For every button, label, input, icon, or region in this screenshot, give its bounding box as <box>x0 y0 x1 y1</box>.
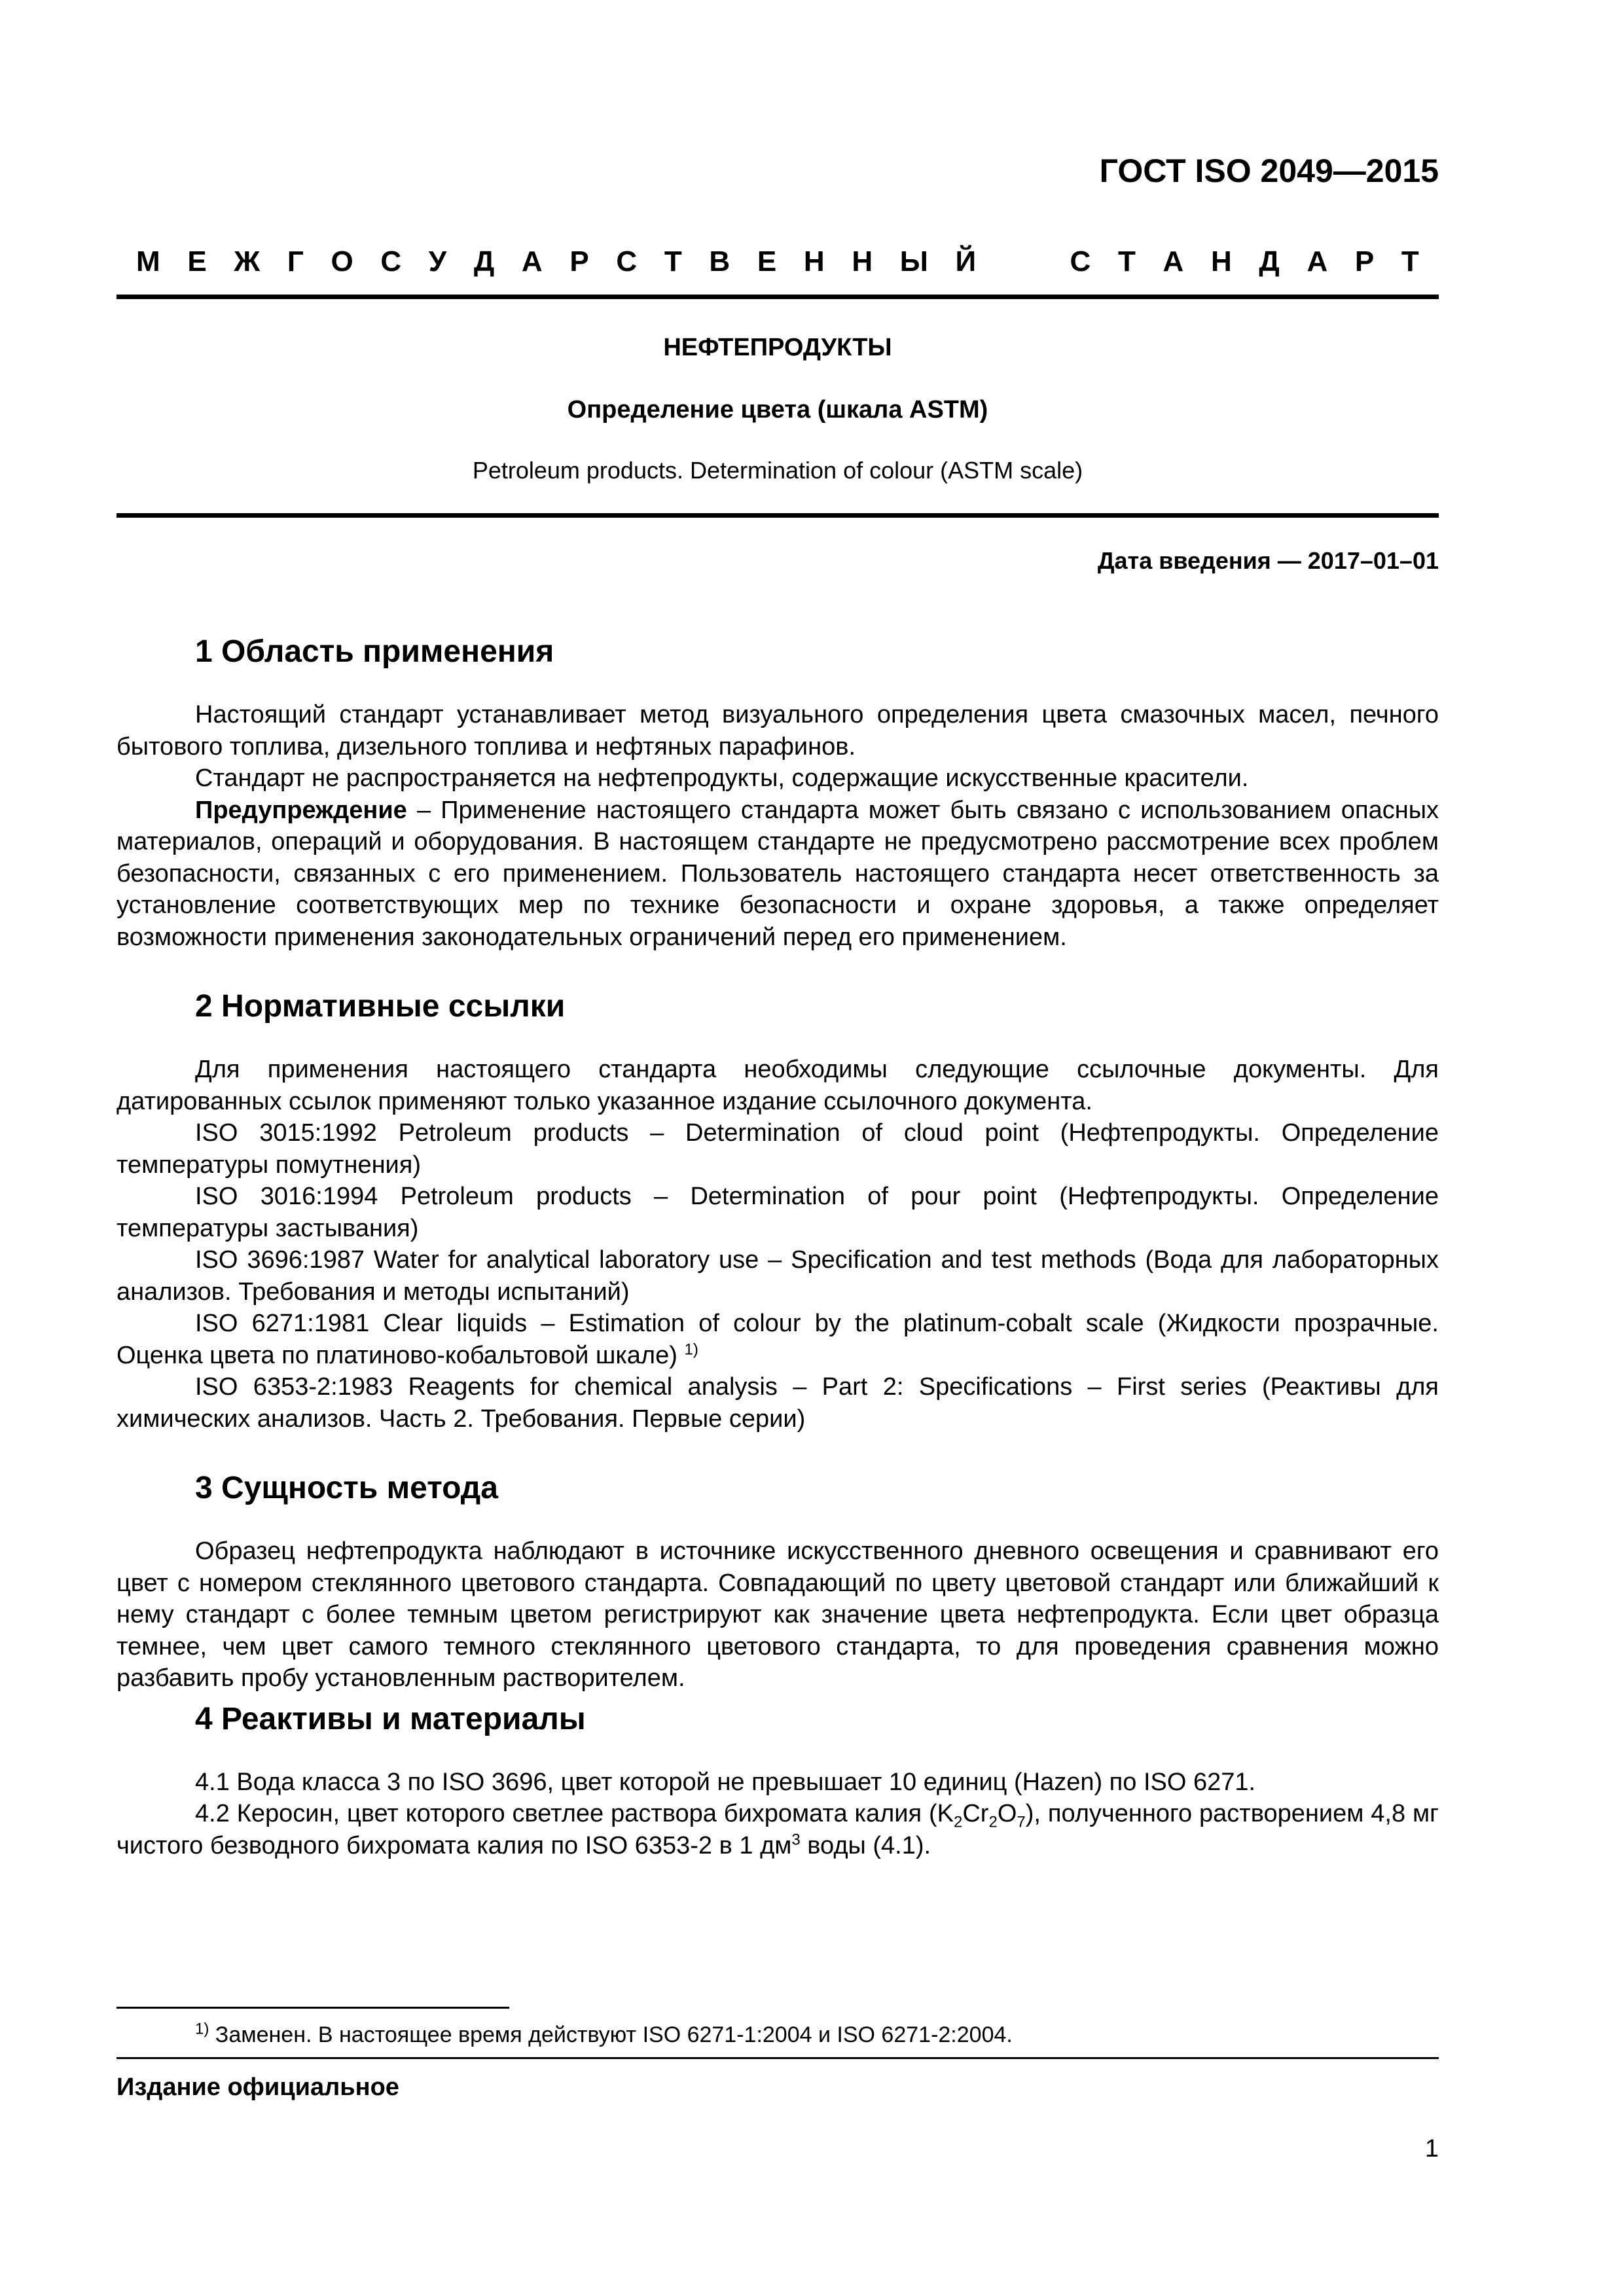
standard-kind-heading <box>136 245 1419 278</box>
letter: Е <box>187 245 207 278</box>
page-number: 1 <box>1424 2135 1439 2162</box>
reference-item: ISO 3696:1987 Water for analytical laboratory use – Specification and test methods (Вода для лабораторных анализов. Требования и методы испытаний) <box>117 1246 1439 1306</box>
letter: Т <box>1401 245 1419 278</box>
letter: О <box>331 245 353 278</box>
letter: Н <box>803 245 825 278</box>
document-title-english: Petroleum products. Determination of colour (ASTM scale) <box>472 457 1083 484</box>
document-body <box>117 628 1439 1861</box>
section-heading: 2 Нормативные ссылки <box>195 989 566 1024</box>
section-heading: 1 Область применения <box>195 634 554 669</box>
letter: М <box>136 245 160 278</box>
document-number: ГОСТ ISO 2049—2015 <box>1099 152 1439 189</box>
letter: Р <box>1354 245 1375 278</box>
letter: У <box>428 245 447 278</box>
letter: С <box>380 245 402 278</box>
letter: Е <box>757 245 777 278</box>
letter: С <box>1070 245 1091 278</box>
letter: Й <box>955 245 977 278</box>
footnote-reference: 1) <box>684 1340 698 1358</box>
paragraph: Образец нефтепродукта наблюдают в источнике искусственного дневного освещения и сравнивают его цвет с номером стеклянного цветового стандарта. Совпадающий по цвету цветовой стандарт или ближайший к нему стандарт с более темным цветом регистрируют как значение цвета нефтепродукта. Если цвет образца темнее, чем цвет самого темного стеклянного цветового стандарта, то для проведения сравнения можно разбавить пробу установленным растворителем. <box>117 1537 1439 1692</box>
letter: Ы <box>899 245 928 278</box>
text-run: воды (4.1). <box>800 1831 931 1859</box>
introduction-date: Дата введения — 2017–01–01 <box>1097 547 1439 574</box>
footnote-divider <box>117 2007 509 2009</box>
reference-text: ISO 6271:1981 Clear liquids – Estimation of colour by the platinum-cobalt scale (Жидкости прозрачные. Оценка цвета по платиново-кобальтовой шкале) <box>117 1310 1439 1369</box>
paragraph <box>117 1798 1439 1861</box>
document-page <box>117 0 1439 2296</box>
document-title: НЕФТЕПРОДУКТЫ <box>663 334 892 361</box>
letter: Г <box>287 245 304 278</box>
letter: С <box>616 245 638 278</box>
paragraph: Стандарт не распространяется на нефтепродукты, содержащие искусственные красители. <box>195 764 1249 792</box>
warning-text: – Применение настоящего стандарта может быть связано с использованием опасных материалов, операций и оборудования. В настоящем стандарте не предусмотрено рассмотрение всех проблем безопасности, связанных с его применением. Пользователь настоящего стандарта несет ответственность за установление соответствующих мер по технике безопасности и охране здоровья, а также определяет возможности применения законодательных ограничений перед его применением. <box>117 796 1439 951</box>
reference-item <box>117 1308 1439 1371</box>
letter: Н <box>1210 245 1232 278</box>
letter: Д <box>1259 245 1280 278</box>
warning-label: Предупреждение <box>195 796 407 824</box>
paragraph: Настоящий стандарт устанавливает метод визуального определения цвета смазочных масел, печного бытового топлива, дизельного топлива и нефтяных парафинов. <box>117 701 1439 761</box>
paragraph: Для применения настоящего стандарта необходимы следующие ссылочные документы. Для датированных ссылок применяют только указанное издание ссылочного документа. <box>117 1056 1439 1115</box>
letter: А <box>1307 245 1328 278</box>
letter: Д <box>473 245 495 278</box>
paragraph <box>117 795 1439 954</box>
reference-item: ISO 3016:1994 Petroleum products – Determination of pour point (Нефтепродукты. Определение температуры застывания) <box>117 1183 1439 1242</box>
bottom-divider <box>117 2057 1439 2059</box>
text-run: Cr <box>962 1800 989 1827</box>
letter: Ж <box>234 245 261 278</box>
section-heading: 3 Сущность метода <box>195 1471 498 1505</box>
paragraph: 4.1 Вода класса 3 по ISO 3696, цвет которой не превышает 10 единиц (Hazen) по ISO 6271. <box>195 1768 1256 1796</box>
superscript: 3 <box>791 1830 801 1848</box>
reference-item: ISO 3015:1992 Petroleum products – Determination of cloud point (Нефтепродукты. Определение температуры помутнения) <box>117 1119 1439 1179</box>
section-heading: 4 Реактивы и материалы <box>195 1701 586 1736</box>
reference-item: ISO 6353-2:1983 Reagents for chemical analysis – Part 2: Specifications – First series (Реактивы для химических анализов. Часть 2. Требования. Первые серии) <box>117 1373 1439 1433</box>
title-divider <box>117 513 1439 518</box>
letter: Н <box>852 245 873 278</box>
footnote <box>195 2022 1439 2048</box>
letter: А <box>1163 245 1184 278</box>
letter: Т <box>664 245 682 278</box>
top-divider <box>117 295 1439 299</box>
subscript: 2 <box>954 1813 963 1831</box>
subscript: 2 <box>988 1813 998 1831</box>
letter: Т <box>1117 245 1136 278</box>
edition-label: Издание официальное <box>117 2073 399 2101</box>
footnote-text: Заменен. В настоящее время действуют ISO 6271-1:2004 и ISO 6271-2:2004. <box>209 2022 1013 2047</box>
letter: В <box>709 245 731 278</box>
document-subtitle: Определение цвета (шкала ASTM) <box>567 396 988 423</box>
letter: Р <box>569 245 589 278</box>
text-run: O <box>997 1800 1017 1827</box>
word-gap <box>1003 245 1043 278</box>
letter: А <box>521 245 543 278</box>
text-run: ), полученного растворением 4,8 мг чистого безводного бихромата калия по ISO 6353-2 в 1 дм <box>117 1800 1439 1859</box>
footnote-mark: 1) <box>195 2020 209 2038</box>
text-run: 4.2 Керосин, цвет которого светлее раствора бихромата калия (K <box>195 1800 954 1827</box>
subscript: 7 <box>1017 1813 1026 1831</box>
